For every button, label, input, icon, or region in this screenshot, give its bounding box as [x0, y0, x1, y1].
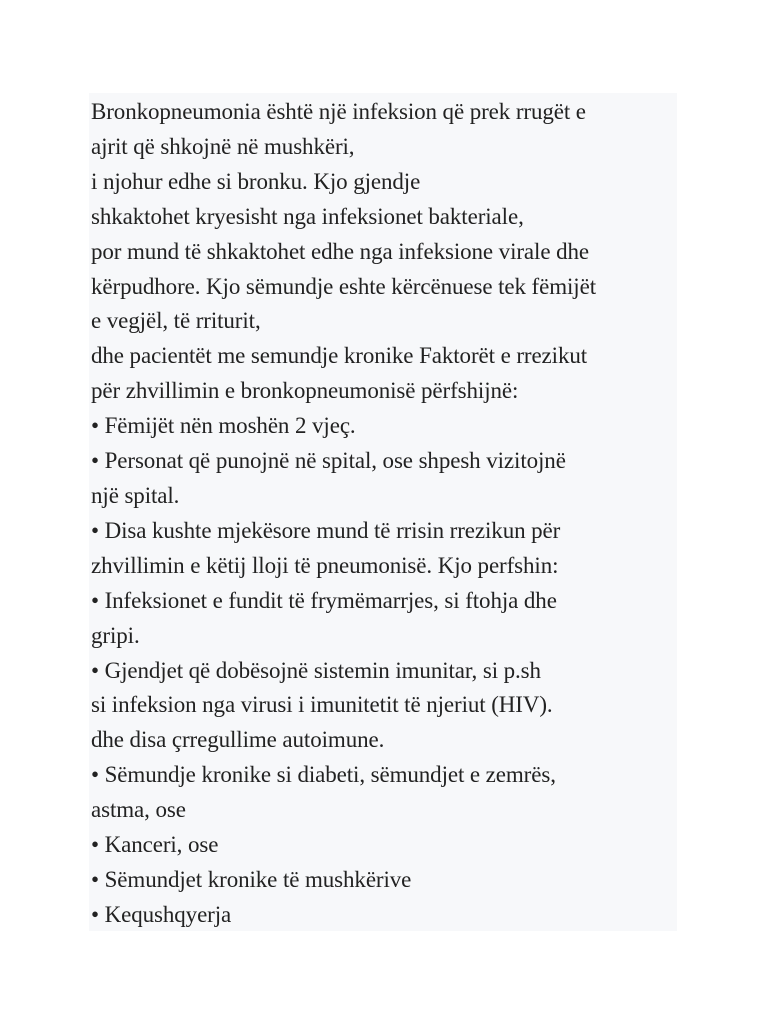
text-line: si infeksion nga virusi i imunitetit të njeriut (HIV).: [91, 692, 553, 718]
text-line: por mund të shkaktohet edhe nga infeksione virale dhe: [91, 238, 589, 264]
text-line: kërpudhore. Kjo sëmundje eshte kërcënuese tek fëmijët: [91, 273, 596, 299]
text-line: për zhvillimin e bronkopneumonisë përfshijnë:: [91, 378, 519, 404]
bullet-item: • Kanceri, ose: [91, 832, 219, 858]
text-line: gripi.: [91, 622, 140, 648]
bullet-item: • Disa kushte mjekësore mund të rrisin rrezikun për: [91, 517, 561, 543]
bullet-item: • Gjendjet që dobësojnë sistemin imunitar, si p.sh: [91, 657, 541, 683]
bullet-item: • Personat që punojnë në spital, ose shpesh vizitojnë: [91, 448, 566, 474]
text-line: i njohur edhe si bronku. Kjo gjendje: [91, 168, 421, 194]
text-line: astma, ose: [91, 797, 186, 823]
text-line: Bronkopneumonia është një infeksion që prek rrugët e: [91, 99, 586, 124]
text-line: dhe disa çrregullime autoimune.: [91, 727, 385, 753]
bullet-item: • Sëmundjet kronike të mushkërive: [91, 866, 412, 892]
bullet-item: • Sëmundje kronike si diabeti, sëmundjet e zemrës,: [91, 762, 556, 788]
bullet-item: • Infeksionet e fundit të frymëmarrjes, si ftohja dhe: [91, 587, 557, 613]
text-line: e vegjël, të rriturit,: [91, 308, 261, 334]
bullet-item: • Fëmijët nën moshën 2 vjeç.: [91, 413, 356, 439]
text-line: dhe pacientët me semundje kronike Faktorët e rrezikut: [91, 343, 588, 369]
bullet-item: • Kequshqyerja: [91, 901, 232, 927]
text-line: zhvillimin e këtij lloji të pneumonisë. Kjo perfshin:: [91, 552, 559, 578]
document-text-block: [89, 93, 677, 931]
text-line: ajrit që shkojnë në mushkëri,: [91, 133, 355, 159]
text-line: shkaktohet kryesisht nga infeksionet bakteriale,: [91, 203, 524, 229]
text-line: një spital.: [91, 482, 180, 508]
